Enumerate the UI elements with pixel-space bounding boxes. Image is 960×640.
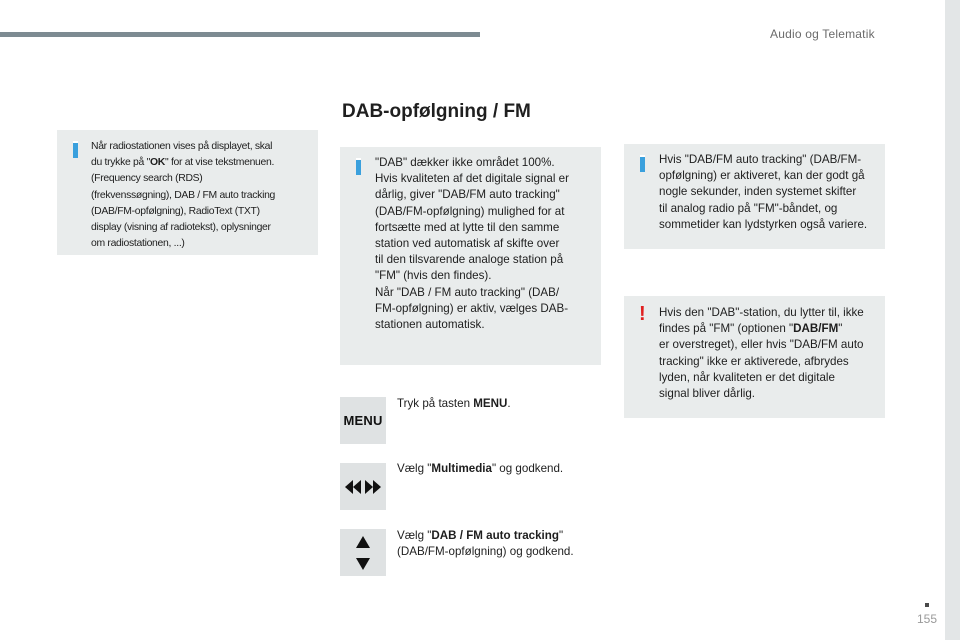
page-number: 155 — [917, 612, 938, 626]
warning-text-part: Hvis den "DAB"-station, du lytter til, ikke findes på "FM" (optionen " — [659, 306, 864, 336]
page-side-strip — [945, 0, 960, 640]
info-icon — [73, 142, 78, 158]
section-title: Audio og Telematik — [770, 27, 875, 41]
page-bullet — [925, 603, 929, 607]
info-text-part: " for at vise tekstmenuen. (Frequency search (RDS) (frekvenssøgning), DAB / FM auto tracking (DAB/FM-opfølgning), RadioText (TXT) display (visning af radiotekst), oplysninger om radiostationen, ...) — [91, 157, 276, 250]
step-select-multimedia — [397, 461, 563, 477]
step-press-menu — [397, 396, 511, 412]
info-box-switch-delay-text: Hvis "DAB/FM auto tracking" (DAB/FM- opfølgning) er aktiveret, kan der godt gå nogle sekunder, inden systemet skifter til analog radio på "FM"-båndet, og sommetider kan lydstyrken også variere. — [659, 153, 868, 231]
warning-text-part: " er overstreget), eller hvis "DAB/FM auto tracking" ikke er aktiverede, afbrydes lyden, når kvaliteten er det digitale signal bliver dårlig. — [659, 322, 864, 401]
page-title: DAB-opfølgning / FM — [342, 101, 531, 122]
info-box-dab-coverage — [340, 147, 601, 365]
up-down-glyph — [355, 535, 371, 571]
step-text: " (DAB/FM-opfølgning) og godkend. — [397, 529, 574, 559]
step-text: " og godkend. — [491, 462, 564, 475]
step-text-bold: DAB / FM auto tracking — [431, 529, 559, 542]
menu-button-icon: MENU — [340, 397, 386, 444]
info-text-part: Når radiostationen vises på displayet, skal du trykke på " — [91, 141, 273, 169]
warning-text-bold: DAB/FM — [793, 322, 839, 336]
step-select-dab-fm — [397, 528, 574, 560]
info-box-ok-menu-text — [91, 139, 308, 252]
step-text: . — [507, 397, 511, 410]
info-box-ok-menu — [57, 130, 318, 255]
step-text-bold: MENU — [473, 397, 508, 410]
header-rule — [0, 32, 480, 37]
up-down-arrows-icon — [340, 529, 386, 576]
info-icon — [640, 156, 645, 172]
rewind-forward-icon — [340, 463, 386, 510]
step-text: Vælg " — [397, 462, 432, 475]
warning-box-signal-loss — [624, 296, 885, 418]
info-text-bold: OK — [149, 157, 165, 169]
warning-icon: ! — [639, 303, 646, 325]
info-box-dab-coverage-text: "DAB" dækker ikke området 100%. Hvis kvaliteten af det digitale signal er dårlig, giver "DAB/FM auto tracking" (DAB/FM-opfølgning) mulighed for at fortsætte med at lytte til den samme station ved automatisk af skifte over til den tilsvarende analoge station på "FM" (hvis den findes). Når "DAB / FM auto tracking" (DAB/ FM-opfølgning) er aktiv, vælges DAB- stationen automatisk. — [375, 156, 569, 332]
info-box-switch-delay — [624, 144, 885, 249]
step-text-bold: Multimedia — [431, 462, 492, 475]
step-text: Vælg " — [397, 529, 432, 542]
info-icon — [356, 159, 361, 175]
rewind-forward-glyph — [345, 479, 381, 495]
step-text: Tryk på tasten — [397, 397, 474, 410]
warning-box-text — [659, 305, 875, 402]
